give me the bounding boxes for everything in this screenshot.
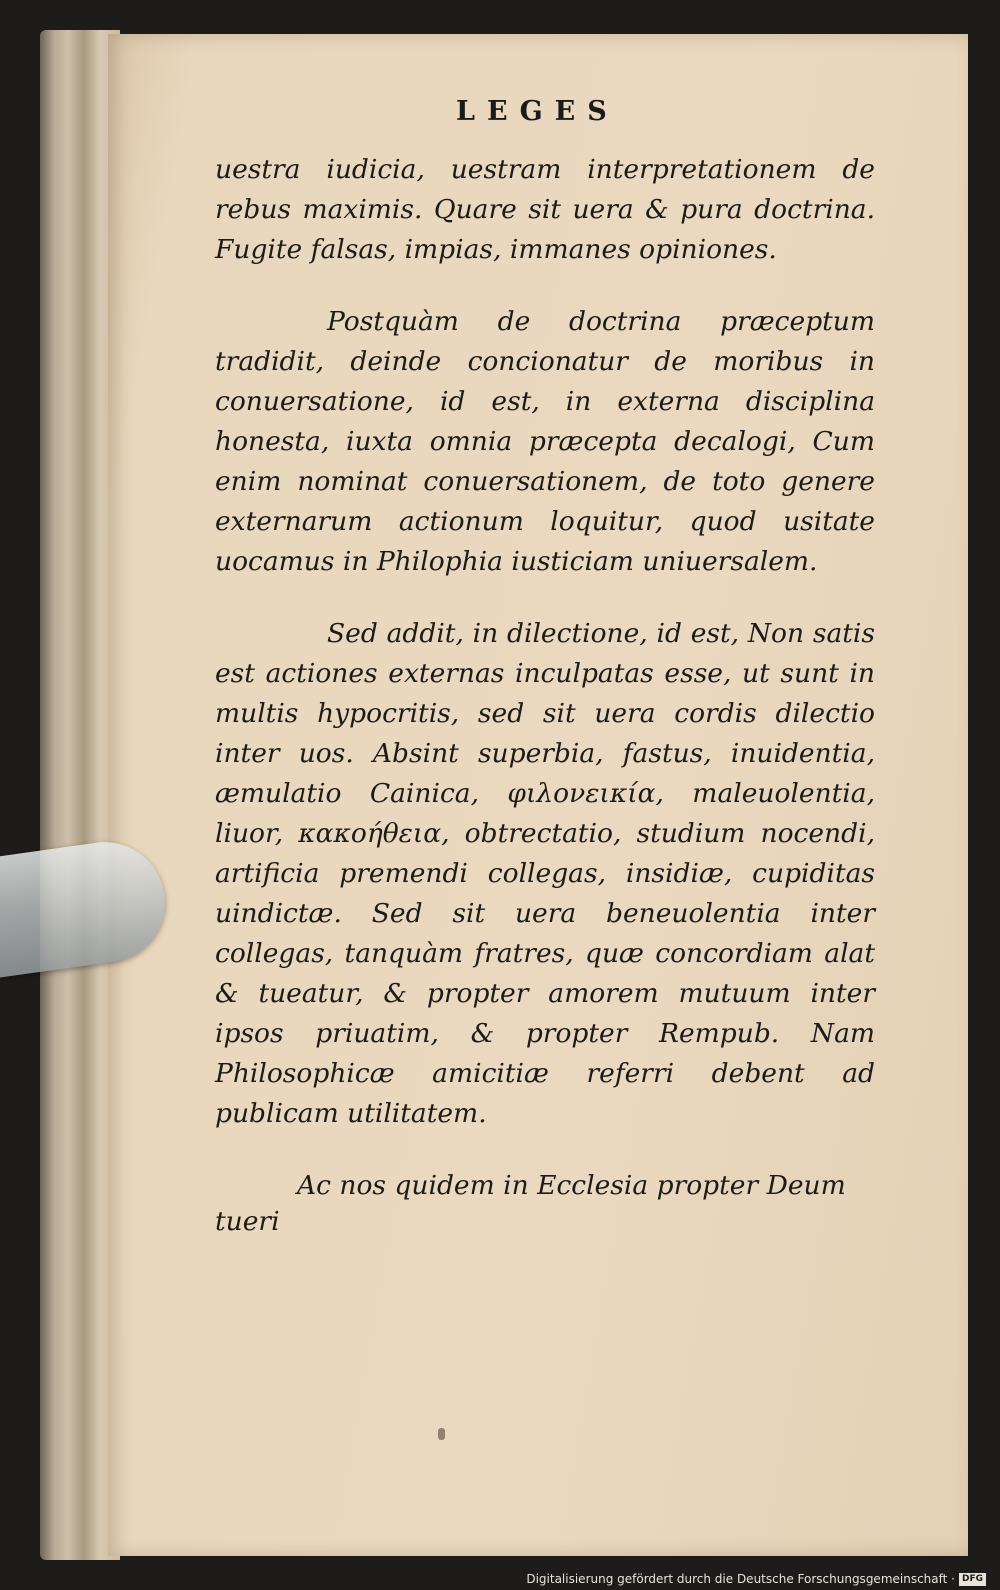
- paper-speck: [438, 1428, 445, 1440]
- running-header: LEGES: [456, 96, 619, 127]
- credit-text: Digitalisierung gefördert durch die Deutsche Forschungsgemeinschaft ·: [526, 1572, 955, 1586]
- paragraph-2: Postquàm de doctrina præceptum tradidit, deinde concionatur de moribus in conuersatione, id est, in externa disciplina honesta, iuxta omnia præcepta decalogi, Cum enim nominat conuersationem, de toto genere externarum actionum loquitur, quod usitate uocamus in Philophia iusticiam uniuersalem.: [215, 306, 875, 577]
- digitization-credit: [526, 1572, 986, 1586]
- catchword: tueri: [215, 1206, 280, 1237]
- paragraph-4: Ac nos quidem in Ecclesia propter Deum: [297, 1170, 846, 1201]
- paragraph-3: Sed addit, in dilectione, id est, Non satis est actiones externas inculpatas esse, ut sunt in multis hypocritis, sed sit uera cordis dilectio inter uos. Absint superbia, fastus, inuidentia, æmulatio Cainica, φιλονεικία, maleuolentia, liuor, κακοήθεια, obtrectatio, studium nocendi, artificia premendi collegas, insidiæ, cupiditas uindictæ. Sed sit uera beneuolentia inter collegas, tanquàm fratres, quæ concordiam alat & tueatur, & propter amorem mutuum inter ipsos priuatim, & propter Rempub. Nam Philosophicæ amicitiæ referri debent ad publicam utilitatem.: [215, 618, 875, 1129]
- paragraph-1: uestra iudicia, uestram interpretationem de rebus maximis. Quare sit uera & pura doctrina. Fugite falsas, impias, immanes opiniones.: [215, 154, 875, 265]
- dfg-logo: DFG: [959, 1573, 986, 1586]
- page-text: [215, 150, 875, 1242]
